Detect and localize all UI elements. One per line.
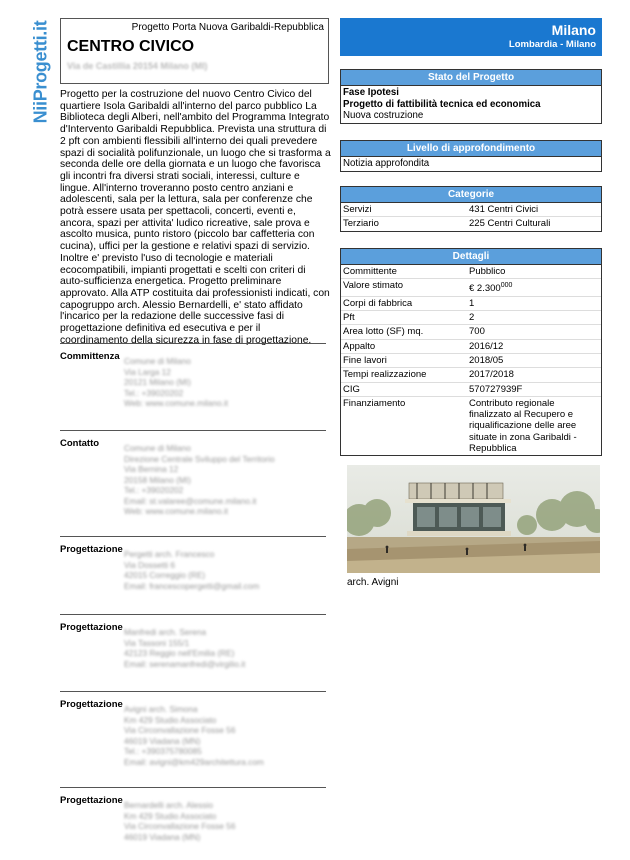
row-key: Finanziamento	[341, 396, 467, 455]
contact-section	[60, 614, 326, 669]
contact-line: Pergetti arch. Francesco	[124, 549, 215, 559]
contact-section-label: Committenza	[60, 351, 120, 362]
contact-line: 46019 Viadana (MN)	[124, 831, 201, 842]
contact-details	[124, 800, 235, 842]
contact-section-label: Progettazione	[60, 795, 123, 806]
row-key: Tempi realizzazione	[341, 368, 467, 382]
livello-box	[340, 140, 602, 172]
logo-text: NiiProgetti.it	[30, 20, 51, 124]
table-row	[341, 382, 601, 396]
contact-line: 20121 Milano (MI)	[124, 377, 191, 387]
row-value: 2	[467, 311, 601, 325]
contact-section-label: Progettazione	[60, 622, 123, 633]
dettagli-box	[340, 248, 602, 456]
contact-line: Comune di Milano	[124, 356, 191, 366]
row-key: Appalto	[341, 339, 467, 353]
contact-line: Via Dossetti 6	[124, 559, 176, 570]
project-title: CENTRO CIVICO	[67, 38, 195, 55]
contact-details	[124, 443, 275, 517]
categorie-box	[340, 186, 602, 232]
table-row	[341, 368, 601, 382]
row-value: 700	[467, 325, 601, 339]
contact-line: Via Tassoni 155/1	[124, 637, 190, 648]
contact-line: Tel.: +390375780085	[124, 746, 202, 756]
contact-line: Direzione Centrale Sviluppo del Territorio	[124, 453, 275, 464]
contact-line: Km 429 Studio Associato	[124, 810, 217, 821]
contact-section	[60, 536, 326, 591]
row-key: Terziario	[341, 217, 467, 231]
contact-line: Avigni arch. Simona	[124, 704, 198, 714]
row-key: Committente	[343, 266, 397, 277]
project-render-image	[347, 465, 600, 573]
contact-line: Email: serenamanfredi@virgilio.it	[124, 658, 246, 669]
contact-line: Tel.: +39020202	[124, 485, 184, 495]
region-name: Lombardia - Milano	[508, 39, 596, 50]
contact-line: Tel.: +39020202	[124, 387, 184, 398]
contact-details	[124, 356, 228, 409]
contact-section-label: Progettazione	[60, 699, 123, 710]
row-value: Pubblico	[469, 266, 506, 277]
row-value: 225 Centri Culturali	[467, 217, 601, 231]
contact-section-label: Progettazione	[60, 544, 123, 555]
contact-line: Via Bernina 12	[124, 464, 179, 474]
dettagli-header: Dettagli	[341, 249, 601, 265]
contact-details	[124, 549, 259, 591]
contact-line: Bernardelli arch. Alessio	[124, 800, 214, 810]
row-key: CIG	[341, 382, 467, 396]
project-header	[60, 18, 329, 84]
contact-line: Via Larga 12	[124, 366, 171, 377]
contact-line: Via Circonvallazione Fosse 56	[124, 821, 236, 831]
stato-type: Nuova costruzione	[343, 110, 424, 121]
contact-line: Web: www.comune.milano.it	[124, 398, 229, 408]
row-key: Corpi di fabbrica	[341, 296, 467, 310]
contact-details	[124, 704, 264, 767]
row-value: € 2.300$^{000}$	[467, 279, 601, 296]
contact-line: 20158 Milano (MI)	[124, 474, 191, 485]
table-row	[341, 265, 601, 279]
table-row	[341, 203, 601, 217]
livello-header: Livello di approfondimento	[341, 141, 601, 157]
contact-section-label: Contatto	[60, 438, 100, 449]
row-key: Fine lavori	[341, 353, 467, 367]
contact-line: Email: francescopergetti@gmail.com	[124, 580, 260, 591]
project-subtitle: Progetto Porta Nuova Garibaldi-Repubblica	[131, 22, 324, 33]
contact-line: 42123 Reggio nell'Emilia (RE)	[124, 648, 235, 658]
row-key: Valore stimato	[341, 279, 467, 296]
contact-section	[60, 787, 326, 842]
categorie-table	[341, 203, 601, 231]
categorie-header: Categorie	[341, 187, 601, 203]
contact-line: Web: www.comune.milano.it	[124, 506, 229, 516]
row-value: 2017/2018	[467, 368, 601, 382]
contact-section	[60, 691, 326, 767]
stato-level: Progetto di fattibilità tecnica ed economica	[343, 98, 541, 110]
contact-details	[124, 627, 245, 669]
row-key: Pft	[341, 311, 467, 325]
row-value: 2018/05	[467, 353, 601, 367]
table-row	[341, 396, 601, 455]
stato-phase: Fase Ipotesi	[343, 87, 399, 98]
contact-line: Manfredi arch. Serena	[124, 627, 207, 637]
row-value: 1	[467, 296, 601, 310]
contact-line: Comune di Milano	[124, 443, 191, 453]
contact-line: Km 429 Studio Associato	[124, 714, 217, 725]
table-row	[341, 311, 601, 325]
dettagli-table	[341, 265, 601, 455]
table-row	[341, 296, 601, 310]
contact-section	[60, 430, 326, 516]
row-value: 570727939F	[467, 382, 601, 396]
table-row	[341, 325, 601, 339]
row-value: Contributo regionale finalizzato al Recupero e riqualificazione delle aree situate in zona Garibaldi - Repubblica	[467, 396, 601, 455]
row-key: Area lotto (SF) mq.	[341, 325, 467, 339]
project-address: Via de Castillia 20154 Milano (MI)	[67, 61, 208, 71]
table-row	[341, 353, 601, 367]
row-value: 431 Centri Civici	[469, 204, 539, 215]
row-value-decimals: 000	[500, 282, 513, 290]
row-key: Servizi	[343, 204, 372, 215]
livello-value: Notizia approfondita	[343, 158, 430, 169]
table-row	[341, 339, 601, 353]
contact-line: 42015 Correggio (RE)	[124, 570, 206, 580]
location-banner	[340, 18, 602, 56]
project-description: Progetto per la costruzione del nuovo Centro Civico del quartiere Isola Garibaldi all'interno del parco pubblico La Biblioteca degli Alberi, nell'ambito del Programma Integrato d'Intervento Garibaldi Repubblica. Prevista una struttura di 2 pft con ambienti flessibili all'interno dei quali prevedere spazi di socialità polifunzionale, un luogo che si trasforma a seconda delle ore della giornata e un luogo che favorisca gli incontri fra diversi strati sociali, interessi, culture e lingue. All'interno troveranno posto centro anziani e adolescenti, sala per la lettura, sala per conferenze che potrà essere usata per spettacoli, concerti, eventi e, ancora, spazi per attivita' ludico ricreative, sale prova e ascolto musica, punto ristoro (piccolo bar caffetteria con cucina), uffici per la gestione e relativi spazi di servizio. Inoltre e' previsto l'uso di tecnologie e materiali ecocompatibili, impianti progettati e scelti con criteri di auto-sufficienza energetica. Progetto preliminare approvato. Alla ATP costituita dai professionisti indicati, con capogruppo arch. Alessio Bernardelli, e' stato affidato l'incarico per la redazione delle successive fasi di progettazione definitiva ed esecutiva e per il coordinamento della sicurezza in fase di progettazione.	[60, 89, 331, 346]
site-logo[interactable]	[28, 20, 54, 125]
contact-line: Email: avigni@km429architettura.com	[124, 756, 264, 767]
contact-line: Via Circonvallazione Fosse 56	[124, 725, 236, 735]
contact-line: 46019 Viadana (MN)	[124, 735, 201, 746]
table-row	[341, 279, 601, 296]
contact-section	[60, 343, 326, 408]
image-caption: arch. Avigni	[347, 577, 399, 588]
stato-box	[340, 69, 602, 124]
table-row	[341, 217, 601, 231]
contact-line: Email: st.valaree@comune.milano.it	[124, 495, 257, 506]
city-name: Milano	[551, 22, 596, 38]
row-value: 2016/12	[467, 339, 601, 353]
stato-header: Stato del Progetto	[341, 70, 601, 86]
